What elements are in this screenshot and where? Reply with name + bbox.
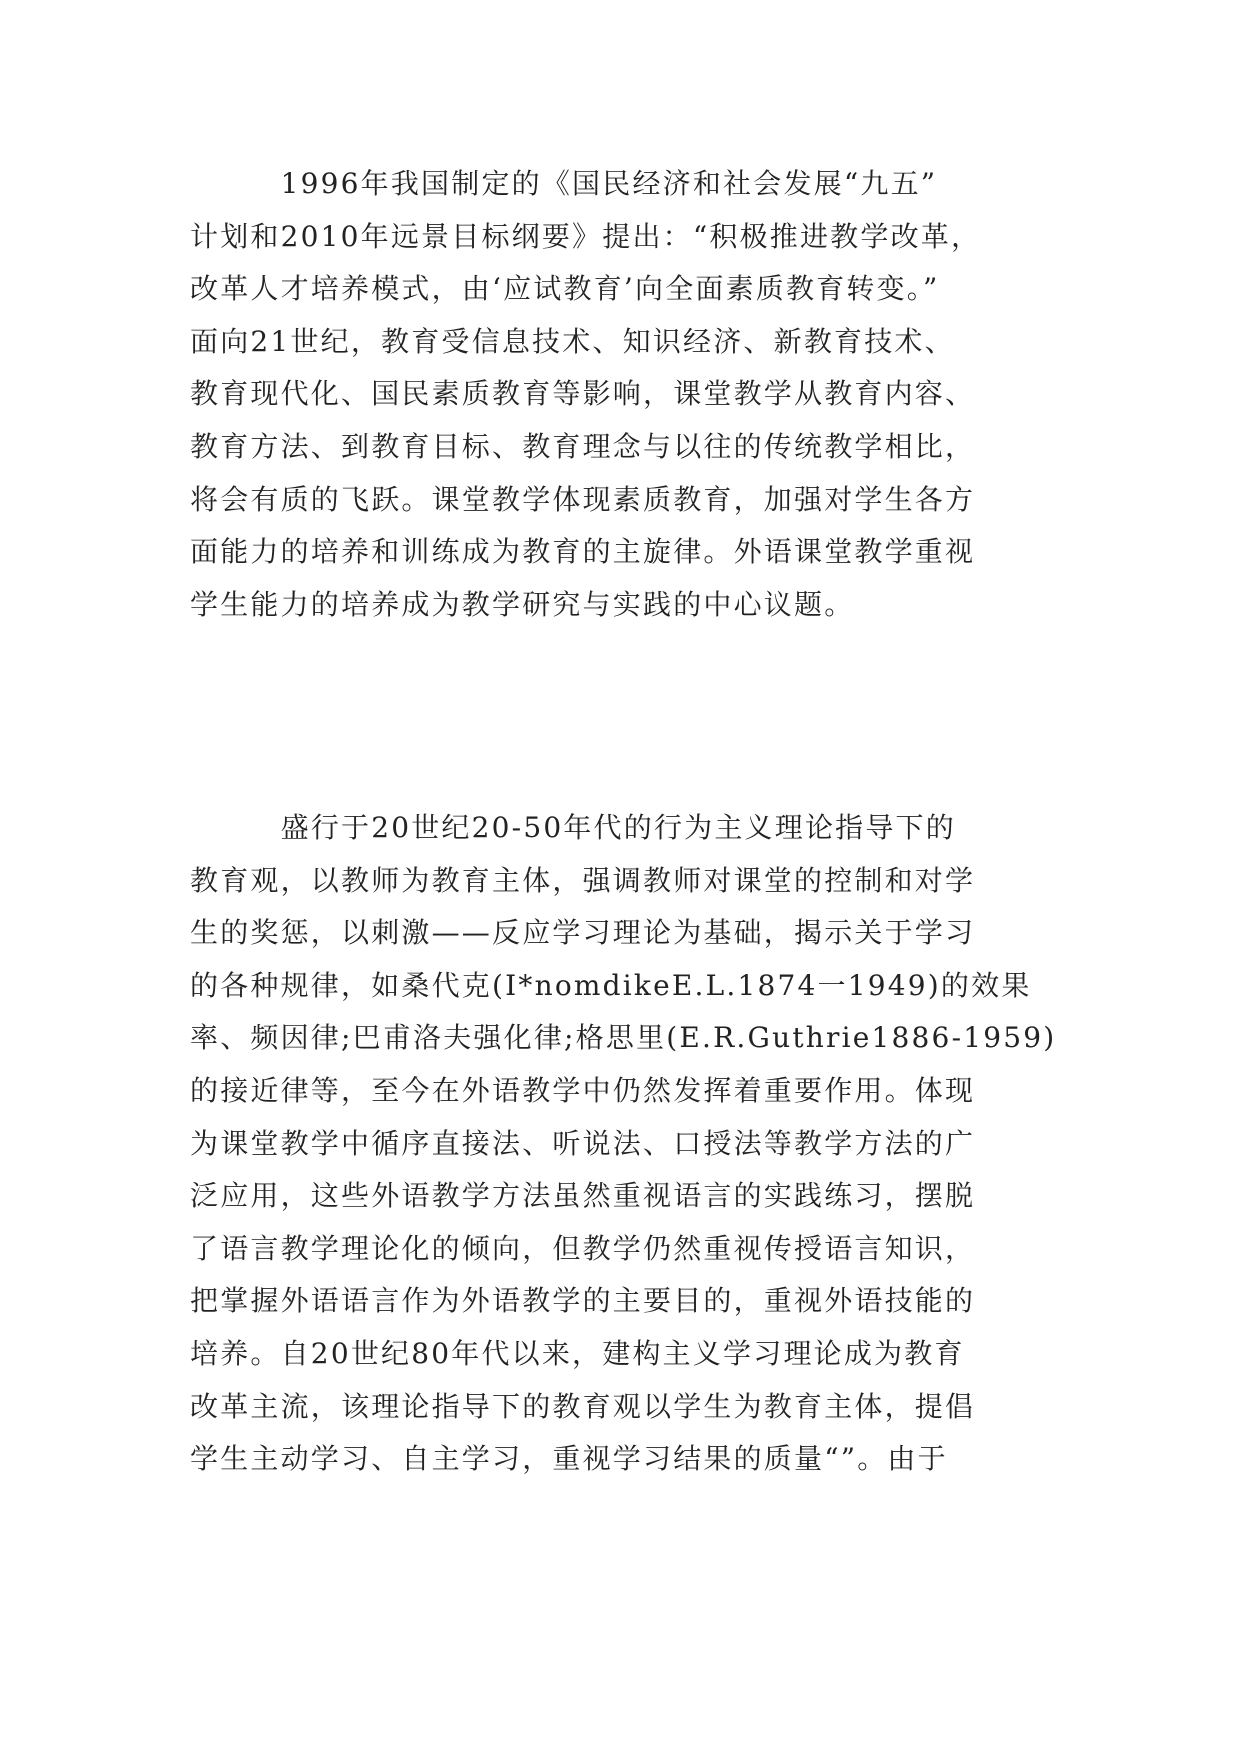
text-line: 泛应用，这些外语教学方法虽然重视语言的实践练习，摆脱: [190, 1179, 976, 1213]
text-line: 改革主流，该理论指导下的教育观以学生为教育主体，提倡: [190, 1389, 976, 1423]
text-line: 1996年我国制定的《国民经济和社会发展“九五”: [190, 167, 938, 200]
text-line: 的各种规律，如桑代克(I*nomdikeE.L.1874一1949)的效果: [190, 968, 1032, 1002]
paragraph-behaviorism-theory: [190, 802, 1057, 1486]
text-line: 盛行于20世纪20-50年代的行为主义理论指导下的: [190, 811, 956, 844]
paragraph-education-reform: [190, 158, 1050, 631]
text-line: 培养。自20世纪80年代以来，建构主义学习理论成为教育: [190, 1336, 965, 1370]
text-line: 教育现代化、国民素质教育等影响，课堂教学从教育内容、: [190, 377, 976, 411]
text-line: 将会有质的飞跃。课堂教学体现素质教育，加强对学生各方: [190, 482, 976, 516]
text-line: 率、频因律;巴甫洛夫强化律;格思里(E.R.Guthrie1886-1959): [190, 1021, 1057, 1055]
text-line: 了语言教学理论化的倾向，但教学仍然重视传授语言知识，: [190, 1231, 976, 1265]
text-line: 改革人才培养模式，由‘应试教育’向全面素质教育转变。”: [190, 272, 940, 306]
text-line: 面能力的培养和训练成为教育的主旋律。外语课堂教学重视: [190, 535, 976, 569]
text-line: 把掌握外语语言作为外语教学的主要目的，重视外语技能的: [190, 1284, 976, 1318]
text-line: 学生主动学习、自主学习，重视学习结果的质量“”。由于: [190, 1442, 948, 1476]
text-line: 的接近律等，至今在外语教学中仍然发挥着重要作用。体现: [190, 1073, 976, 1107]
text-line: 生的奖惩，以刺激——反应学习理论为基础，揭示关于学习: [190, 916, 976, 950]
text-line: 面向21世纪，教育受信息技术、知识经济、新教育技术、: [190, 324, 955, 358]
text-line: 为课堂教学中循序直接法、听说法、口授法等教学方法的广: [190, 1126, 976, 1160]
text-line: 教育方法、到教育目标、教育理念与以往的传统教学相比，: [190, 429, 976, 463]
text-line: 教育观，以教师为教育主体，强调教师对课堂的控制和对学: [190, 863, 976, 897]
text-line: 学生能力的培养成为教学研究与实践的中心议题。: [190, 587, 855, 621]
text-line: 计划和2010年远景目标纲要》提出：“积极推进教学改革，: [190, 219, 982, 253]
